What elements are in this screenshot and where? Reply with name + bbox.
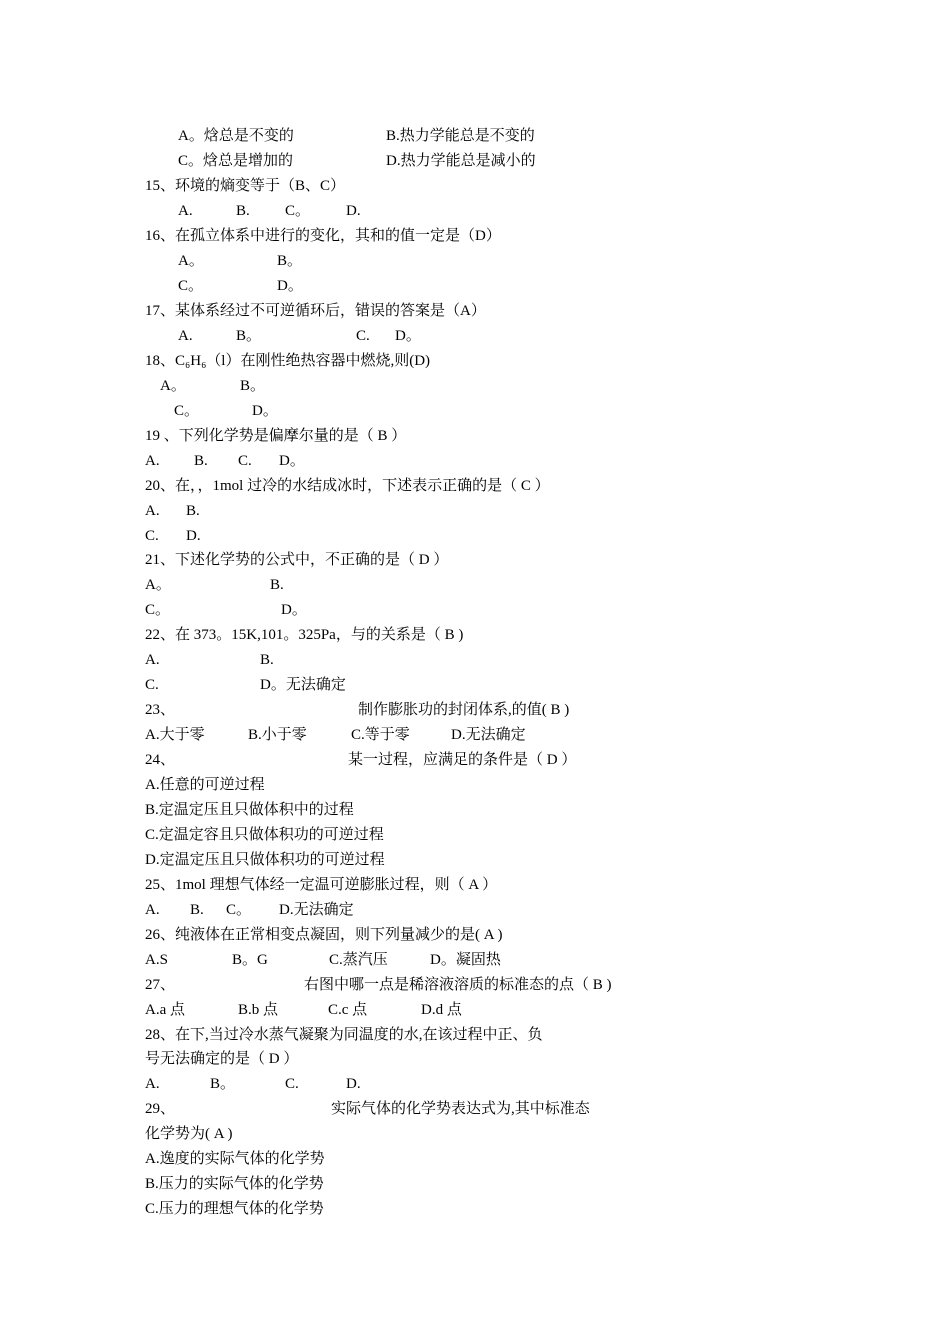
text-line-39-seg-1: A. — [145, 1076, 160, 1092]
text-line-25-seg-3: C.等于零 — [351, 727, 410, 743]
text-line-38: 号无法确定的是（ D ） — [145, 1051, 299, 1067]
text-line-36-seg-4: D.d 点 — [421, 1002, 462, 1018]
text-line-34-seg-2: B。G — [232, 952, 268, 968]
text-line-7-seg-1: C。 — [178, 278, 204, 294]
text-line-14-seg-4: D。 — [279, 453, 305, 469]
text-line-32-seg-2: B. — [190, 902, 204, 918]
text-line-36-seg-1: A.a 点 — [145, 1002, 185, 1018]
text-line-41: 化学势为( A ) — [145, 1126, 233, 1142]
text-line-40-seg-1: 29、 — [145, 1101, 176, 1117]
text-line-14-seg-3: C. — [238, 453, 252, 469]
text-line-2-seg-1: C。焓总是增加的 — [178, 153, 294, 169]
text-line-39-seg-3: C. — [285, 1076, 299, 1092]
text-line-9-seg-3: C. — [356, 328, 370, 344]
text-line-7-seg-2: D。 — [277, 278, 303, 294]
text-line-13: 19 、下列化学势是偏摩尔量的是（ B ） — [145, 428, 407, 444]
text-line-20-seg-2: D。 — [281, 602, 307, 618]
text-line-36-seg-2: B.b 点 — [238, 1002, 279, 1018]
text-line-14-seg-2: B. — [194, 453, 208, 469]
text-line-11-seg-2: B。 — [240, 378, 266, 394]
text-line-18: 21、下述化学势的公式中，不正确的是（ D ） — [145, 552, 449, 568]
text-line-26-seg-2: 某一过程，应满足的条件是（ D ） — [348, 752, 577, 768]
text-line-17-seg-2: D. — [186, 528, 201, 544]
text-line-16-seg-2: B. — [186, 503, 200, 519]
text-line-12-seg-1: C。 — [174, 403, 200, 419]
text-line-43: B.压力的实际气体的化学势 — [145, 1176, 324, 1192]
text-line-1-seg-2: B.热力学能总是不变的 — [386, 128, 535, 144]
text-line-32-seg-4: D.无法确定 — [279, 902, 354, 918]
text-line-32-seg-3: C。 — [226, 902, 252, 918]
text-line-9-seg-1: A. — [178, 328, 193, 344]
text-line-25-seg-1: A.大于零 — [145, 727, 205, 743]
text-line-9-seg-2: B。 — [236, 328, 262, 344]
text-line-11-seg-1: A。 — [160, 378, 186, 394]
text-line-23-seg-1: C. — [145, 677, 159, 693]
text-line-4-seg-3: C。 — [285, 203, 311, 219]
text-line-28: B.定温定压且只做体积中的过程 — [145, 802, 354, 818]
text-line-22-seg-1: A. — [145, 652, 160, 668]
text-line-34-seg-1: A.S — [145, 952, 168, 968]
text-line-6-seg-1: A。 — [178, 253, 204, 269]
text-line-39-seg-4: D. — [346, 1076, 361, 1092]
text-line-1-seg-1: A。焓总是不变的 — [178, 128, 294, 144]
text-line-22-seg-2: B. — [260, 652, 274, 668]
text-line-31: 25、1mol 理想气体经一定温可逆膨胀过程，则（ A ） — [145, 877, 498, 893]
text-line-29: C.定温定容且只做体积功的可逆过程 — [145, 827, 384, 843]
text-line-35-seg-1: 27、 — [145, 977, 176, 993]
text-line-21: 22、在 373。15K,101。325Pa，与的关系是（ B ) — [145, 627, 464, 643]
text-line-34-seg-4: D。凝固热 — [430, 952, 501, 968]
text-line-39-seg-2: B。 — [210, 1076, 236, 1092]
text-line-23-seg-2: D。无法确定 — [260, 677, 346, 693]
text-line-32-seg-1: A. — [145, 902, 160, 918]
text-line-30: D.定温定压且只做体积功的可逆过程 — [145, 852, 385, 868]
text-line-17-seg-1: C. — [145, 528, 159, 544]
text-line-42: A.逸度的实际气体的化学势 — [145, 1151, 325, 1167]
text-line-4-seg-2: B. — [236, 203, 250, 219]
text-line-24-seg-2: 制作膨胀功的封闭体系,的值( B ) — [358, 702, 570, 718]
text-line-44: C.压力的理想气体的化学势 — [145, 1201, 324, 1217]
text-line-4-seg-1: A. — [178, 203, 193, 219]
text-line-36-seg-3: C.c 点 — [328, 1002, 368, 1018]
text-line-26-seg-1: 24、 — [145, 752, 176, 768]
text-line-20-seg-1: C。 — [145, 602, 171, 618]
text-line-25-seg-4: D.无法确定 — [451, 727, 526, 743]
text-line-4-seg-4: D. — [346, 203, 361, 219]
text-line-15: 20、在，，1mol 过冷的水结成冰时，下述表示正确的是（ C ） — [145, 478, 550, 494]
text-line-24-seg-1: 23、 — [145, 702, 176, 718]
text-line-12-seg-2: D。 — [252, 403, 278, 419]
text-line-5: 16、在孤立体系中进行的变化，其和的值一定是（D） — [145, 228, 501, 244]
text-line-9-seg-4: D。 — [395, 328, 421, 344]
text-line-14-seg-1: A. — [145, 453, 160, 469]
text-line-6-seg-2: B。 — [277, 253, 303, 269]
text-line-37: 28、在下,当过冷水蒸气凝聚为同温度的水,在该过程中正、负 — [145, 1027, 543, 1043]
text-line-34-seg-3: C.蒸汽压 — [329, 952, 388, 968]
text-line-2-seg-2: D.热力学能总是减小的 — [386, 153, 536, 169]
text-line-10: 18、C₆H₆（l）在刚性绝热容器中燃烧,则(D) — [145, 353, 431, 369]
text-line-25-seg-2: B.小于零 — [248, 727, 307, 743]
text-line-27: A.任意的可逆过程 — [145, 777, 265, 793]
text-line-40-seg-2: 实际气体的化学势表达式为,其中标准态 — [331, 1101, 590, 1117]
text-line-19-seg-2: B. — [270, 577, 284, 593]
text-line-3: 15、环境的熵变等于（B、C） — [145, 178, 346, 194]
text-line-16-seg-1: A. — [145, 503, 160, 519]
text-line-35-seg-2: 右图中哪一点是稀溶液溶质的标准态的点（ B ) — [304, 977, 612, 993]
text-line-19-seg-1: A。 — [145, 577, 171, 593]
text-line-33: 26、纯液体在正常相变点凝固，则下列量减少的是( A ) — [145, 927, 503, 943]
text-line-8: 17、某体系经过不可逆循环后，错误的答案是（A） — [145, 303, 486, 319]
